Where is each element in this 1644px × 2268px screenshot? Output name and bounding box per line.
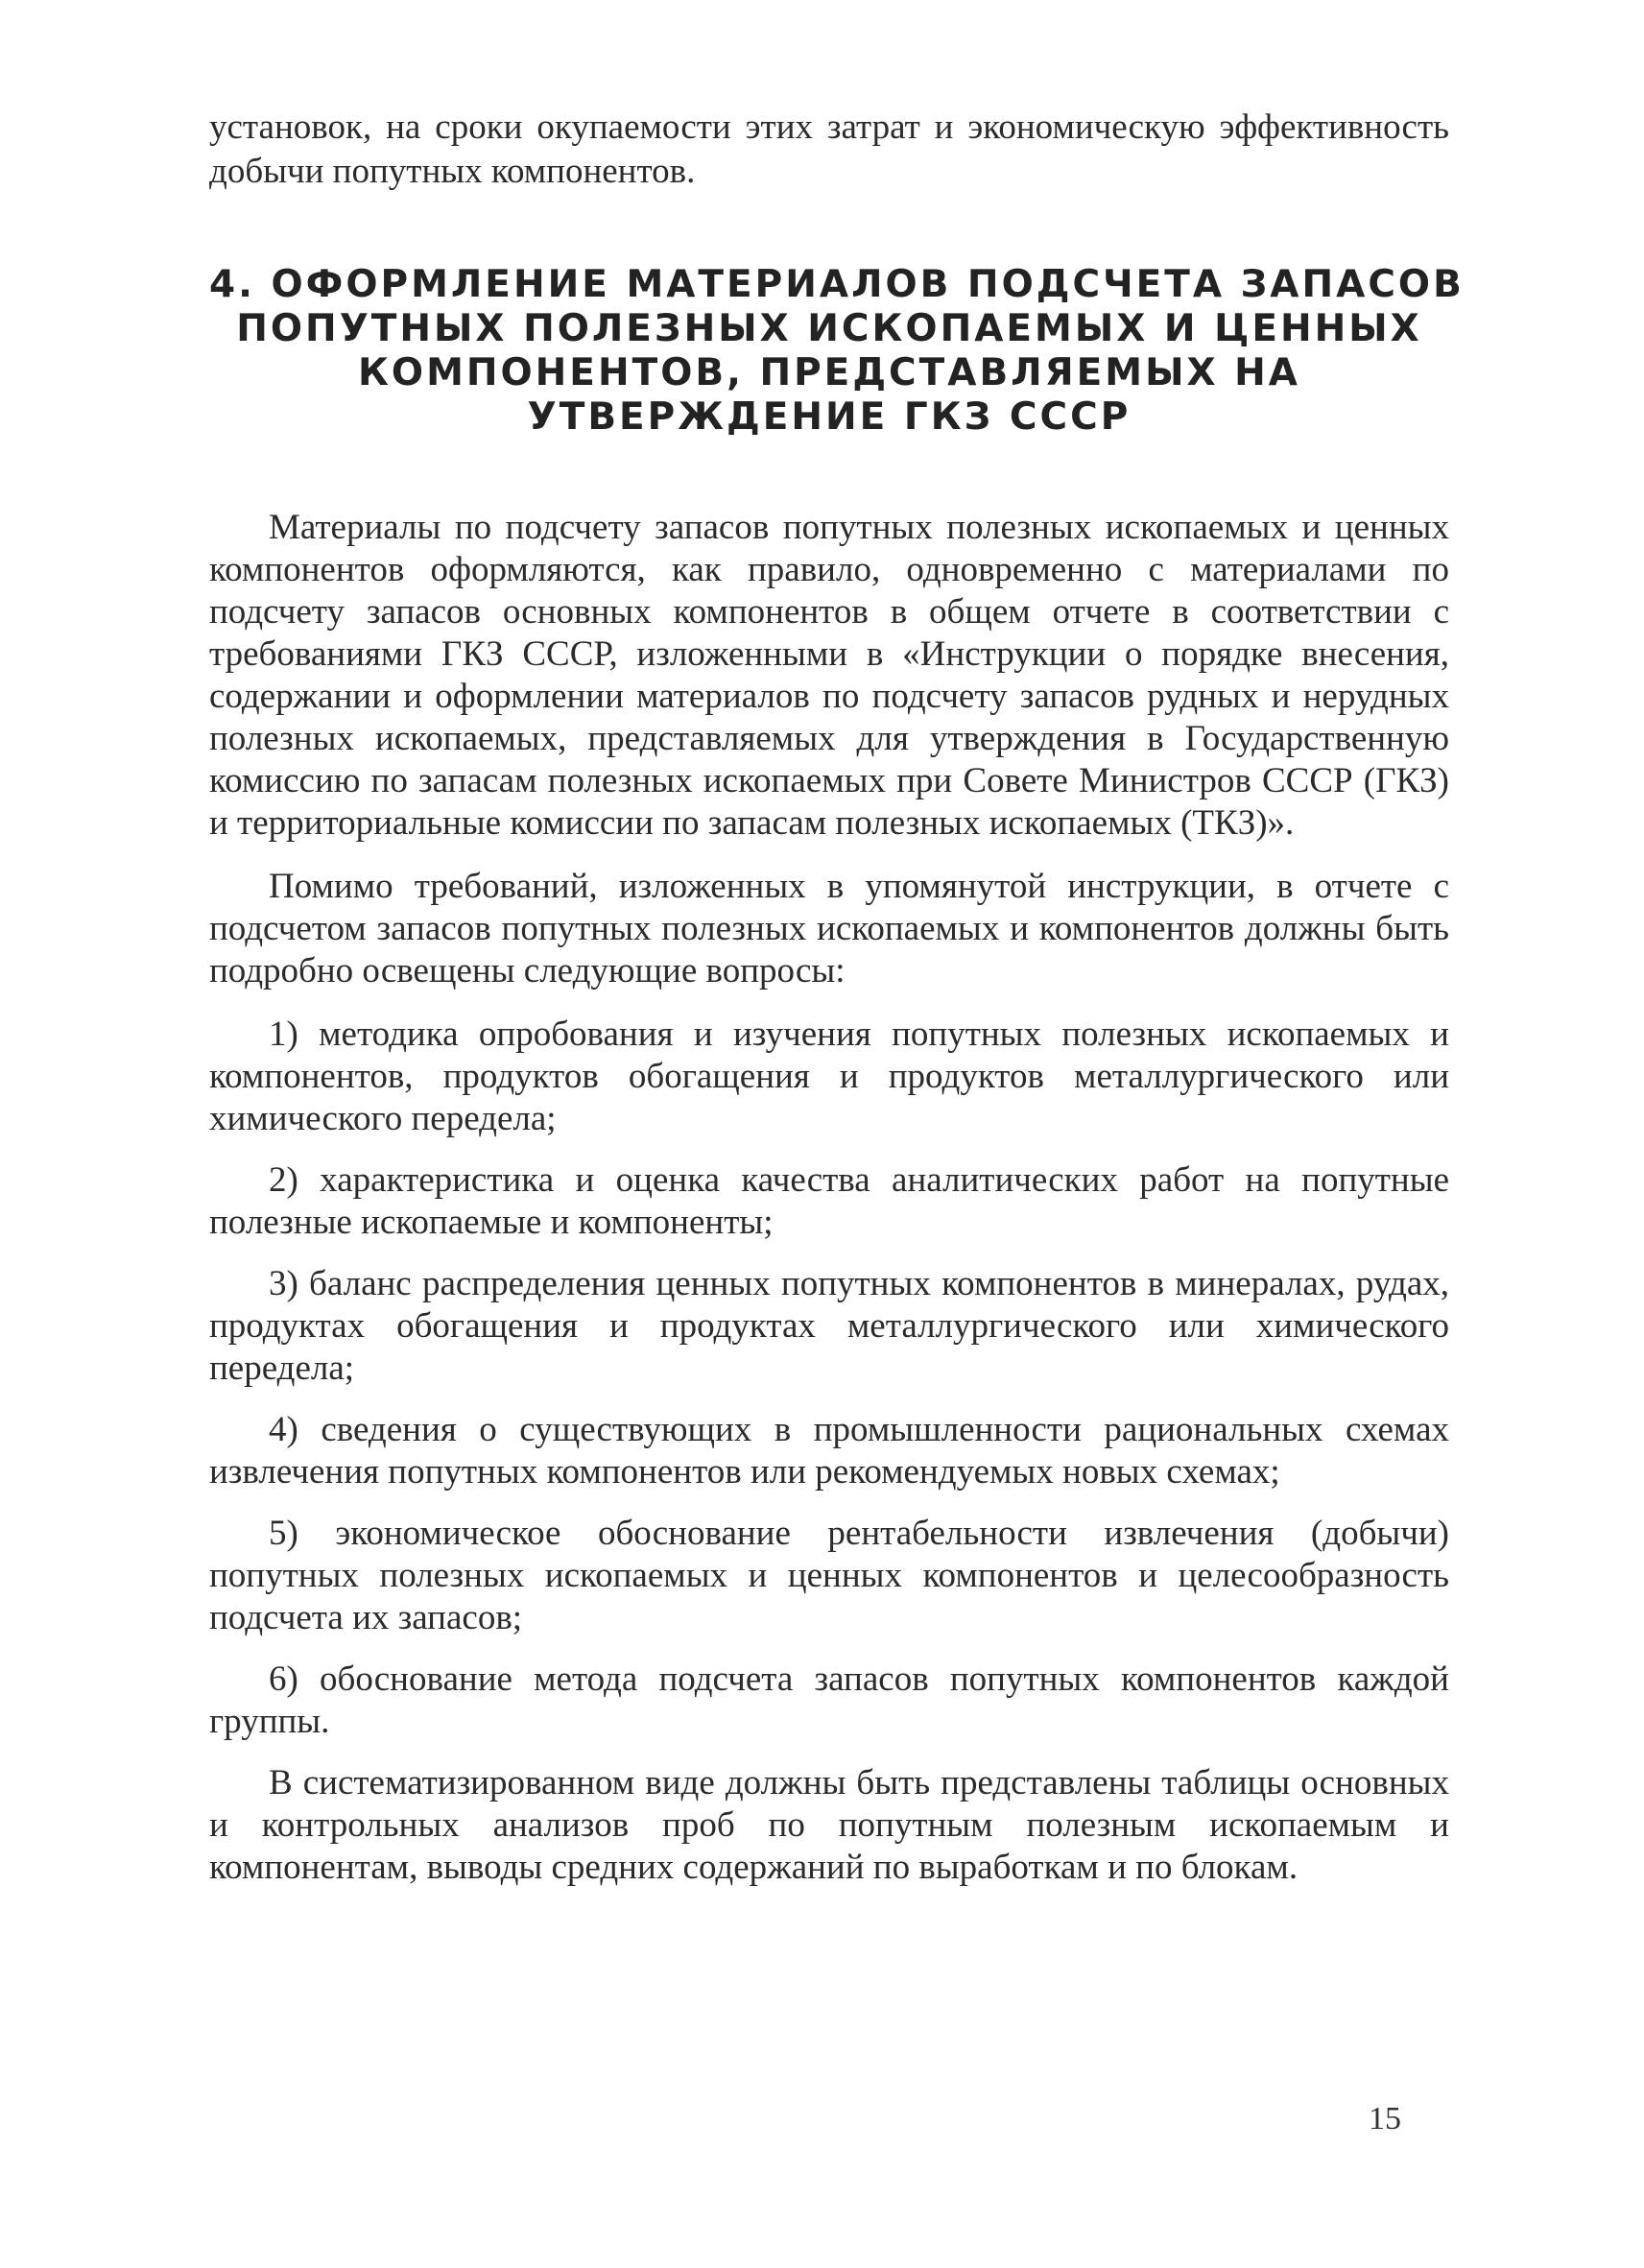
page-number: 15: [1369, 2101, 1401, 2137]
intro-paragraph: установок, на сроки окупаемости этих затрат и экономическую эффективность добычи попутных компонентов.: [209, 107, 1449, 191]
text-column: [209, 106, 1465, 1910]
section-heading: [209, 263, 1465, 440]
paragraph-requirements: Помимо требований, изложенных в упомянутой инструкции, в отчете с подсчетом запасов попутных полезных ископаемых и компонентов должны быть подробно освещены следующие вопросы:: [209, 867, 1449, 991]
list-item: 1) методика опробования и изучения попутных полезных ископаемых и компонентов, продуктов обогащения и продуктов металлургического или химического передела;: [209, 1015, 1449, 1138]
list-item: 4) сведения о существующих в промышленности рациональных схемах извлечения попутных компонентов или рекомендуемых новых схемах;: [209, 1410, 1449, 1492]
section-heading-line: УТВЕРЖДЕНИЕ ГКЗ СССР: [527, 395, 1132, 439]
paragraph-materials: Материалы по подсчету запасов попутных полезных ископаемых и ценных компонентов оформляются, как правило, одновременно с материалами по подсчету запасов основных компонентов в общем отчете в соответствии с требованиями ГКЗ СССР, изложенными в «Инструкции о порядке внесения, содержании и оформлении материалов по подсчету запасов рудных и нерудных полезных ископаемых, представляемых для утверждения в Государственную комиссию по запасам полезных ископаемых при Совете Министров СССР (ГКЗ) и территориальные комиссии по запасам полезных ископаемых (ТКЗ)».: [209, 508, 1449, 843]
section-heading-line: КОМПОНЕНТОВ, ПРЕДСТАВЛЯЕМЫХ НА: [358, 351, 1300, 394]
paragraph-closing: В систематизированном виде должны быть представлены таблицы основных и контрольных анализов проб по попутным полезным ископаемым и компонентам, выводы средних содержаний по выработкам и по блокам.: [209, 1763, 1449, 1887]
list-item: 6) обоснование метода подсчета запасов попутных компонентов каждой группы.: [209, 1659, 1449, 1741]
list-item: 5) экономическое обоснование рентабельности извлечения (добычи) попутных полезных ископаемых и ценных компонентов и целесообразность подсчета их запасов;: [209, 1514, 1449, 1637]
list-item: 3) баланс распределения ценных попутных компонентов в минералах, рудах, продуктах обогащения и продуктах металлургического или химического передела;: [209, 1264, 1449, 1388]
section-body: [209, 507, 1449, 1889]
section-heading-line: 4. ОФОРМЛЕНИЕ МАТЕРИАЛОВ ПОДСЧЕТА ЗАПАСОВ: [209, 263, 1465, 306]
list-item: 2) характеристика и оценка качества аналитических работ на попутные полезные ископаемые и компоненты;: [209, 1160, 1449, 1242]
section-heading-line: ПОПУТНЫХ ПОЛЕЗНЫХ ИСКОПАЕМЫХ И ЦЕННЫХ: [236, 307, 1422, 350]
